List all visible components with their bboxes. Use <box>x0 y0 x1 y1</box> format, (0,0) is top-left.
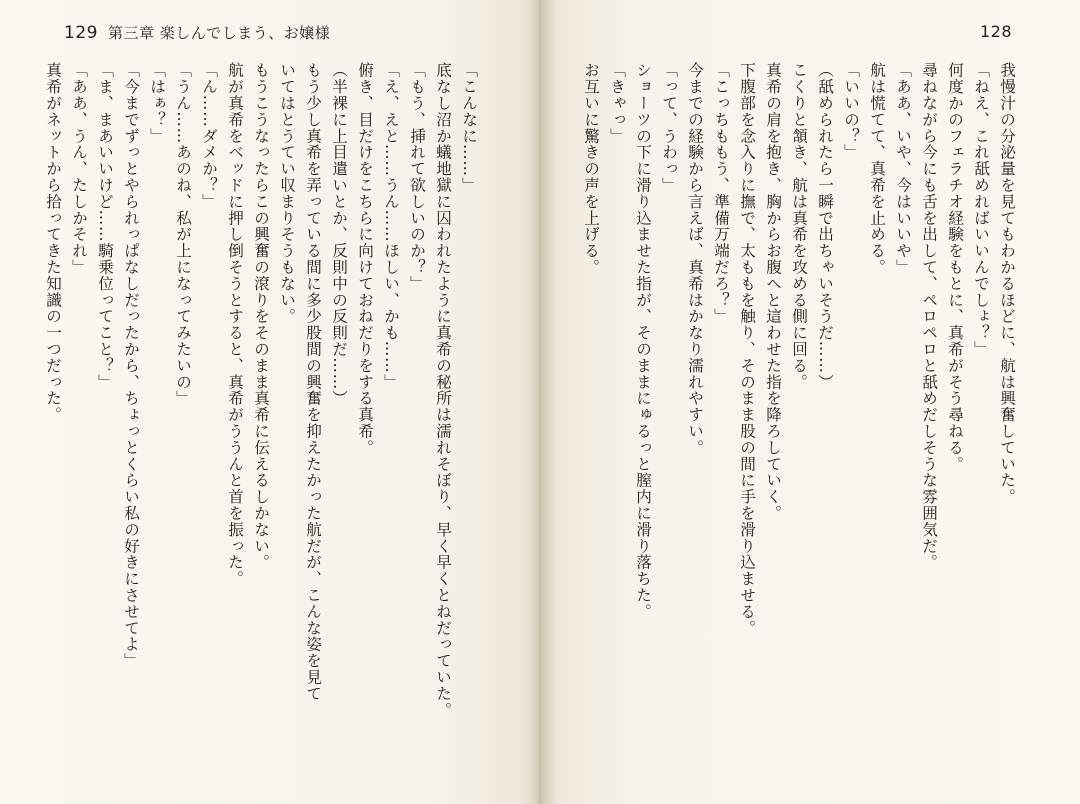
text-line: 真希の肩を抱き、胸からお腹へと這わせた指を降ろしていく。 <box>764 62 782 522</box>
text-line: ショーツの下に滑り込ませた指が、そのままにゅるっと膣内に滑り落ちた。 <box>634 62 652 620</box>
left-page-body-text <box>44 62 482 762</box>
text-line: 「ああ、うん、たしかそれ」 <box>70 62 88 276</box>
left-page-header <box>64 22 330 43</box>
text-line: 何度かのフェラチオ経験をもとに、真希がそう尋ねる。 <box>946 62 964 472</box>
right-page-body-text <box>582 62 1020 762</box>
text-line: 「ま、まあいいけど……騎乗位ってこと？」 <box>96 62 114 390</box>
text-line: もうこうなったらこの興奮の滾りをそのまま真希に伝えるしかない。 <box>252 62 270 571</box>
text-line: 「はぁ？」 <box>148 62 166 144</box>
text-line: （半裸に上目遣いとか、反則中の反則だ……） <box>330 62 348 407</box>
text-line: 尋ねながら今にも舌を出して、ペロペロと舐めだしそうな雰囲気だ。 <box>920 62 938 571</box>
text-line: 航が真希をベッドに押し倒そうとすると、真希がううんと首を振った。 <box>226 62 244 587</box>
text-line: 「ねえ、これ舐めればいいんでしょ？」 <box>972 62 990 358</box>
text-line: 航は慌てて、真希を止める。 <box>868 62 886 276</box>
text-line: 「って、うわっ」 <box>660 62 678 194</box>
text-line: 「うん……あのね、私が上になってみたいの」 <box>174 62 192 407</box>
text-line: こくりと頷き、航は真希を攻める側に回る。 <box>790 62 808 390</box>
right-page-number: 128 <box>979 22 1012 41</box>
text-line: 下腹部を念入りに撫で、太ももを触り、そのまま股の間に手を滑り込ませる。 <box>738 62 756 636</box>
text-line: 「え、えと……うん……ほしい、かも……」 <box>382 62 400 390</box>
text-line: （舐められたら一瞬で出ちゃいそうだ……） <box>816 62 834 390</box>
text-line: 「きゃっ」 <box>608 62 626 144</box>
right-page <box>540 0 1080 804</box>
text-line: 「ああ、いや、今はいいや」 <box>894 62 912 276</box>
text-line: 「もう、挿れて欲しいのか？」 <box>408 62 426 292</box>
text-line: 真希がネットから拾ってきた知識の一つだった。 <box>44 62 62 423</box>
right-page-header <box>980 22 1012 41</box>
text-line: 「いいの？」 <box>842 62 860 161</box>
text-line: 「こんなに……」 <box>460 62 478 194</box>
text-line: もう少し真希を弄っている間に多少股間の興奮を抑えたかった航だが、こんな姿を見て <box>304 62 322 702</box>
text-line: 今までの経験から言えば、真希はかなり濡れやすい。 <box>686 62 704 456</box>
text-line: いてはとうてい収まりそうもない。 <box>278 62 296 325</box>
left-page-number: 129 <box>64 23 98 43</box>
text-line: 底なし沼か蟻地獄に囚われたように真希の秘所は濡れそぼり、早く早くとねだっていた。 <box>434 62 452 718</box>
text-line: 「今までずっとやられっぱなしだったから、ちょっとくらい私の好きにさせてよ」 <box>122 62 140 669</box>
text-line: 我慢汁の分泌量を見てもわかるほどに、航は興奮していた。 <box>998 62 1016 505</box>
chapter-title: 第三章 楽しんでしまう、お嬢様 <box>107 24 331 42</box>
text-line: 「こっちももう、準備万端だろ？」 <box>712 62 730 325</box>
text-line: 「ん……ダメか？」 <box>200 62 218 210</box>
text-line: 俯き、目だけをこちらに向けておねだりをする真希。 <box>356 62 374 456</box>
text-line: お互いに驚きの声を上げる。 <box>582 62 600 276</box>
